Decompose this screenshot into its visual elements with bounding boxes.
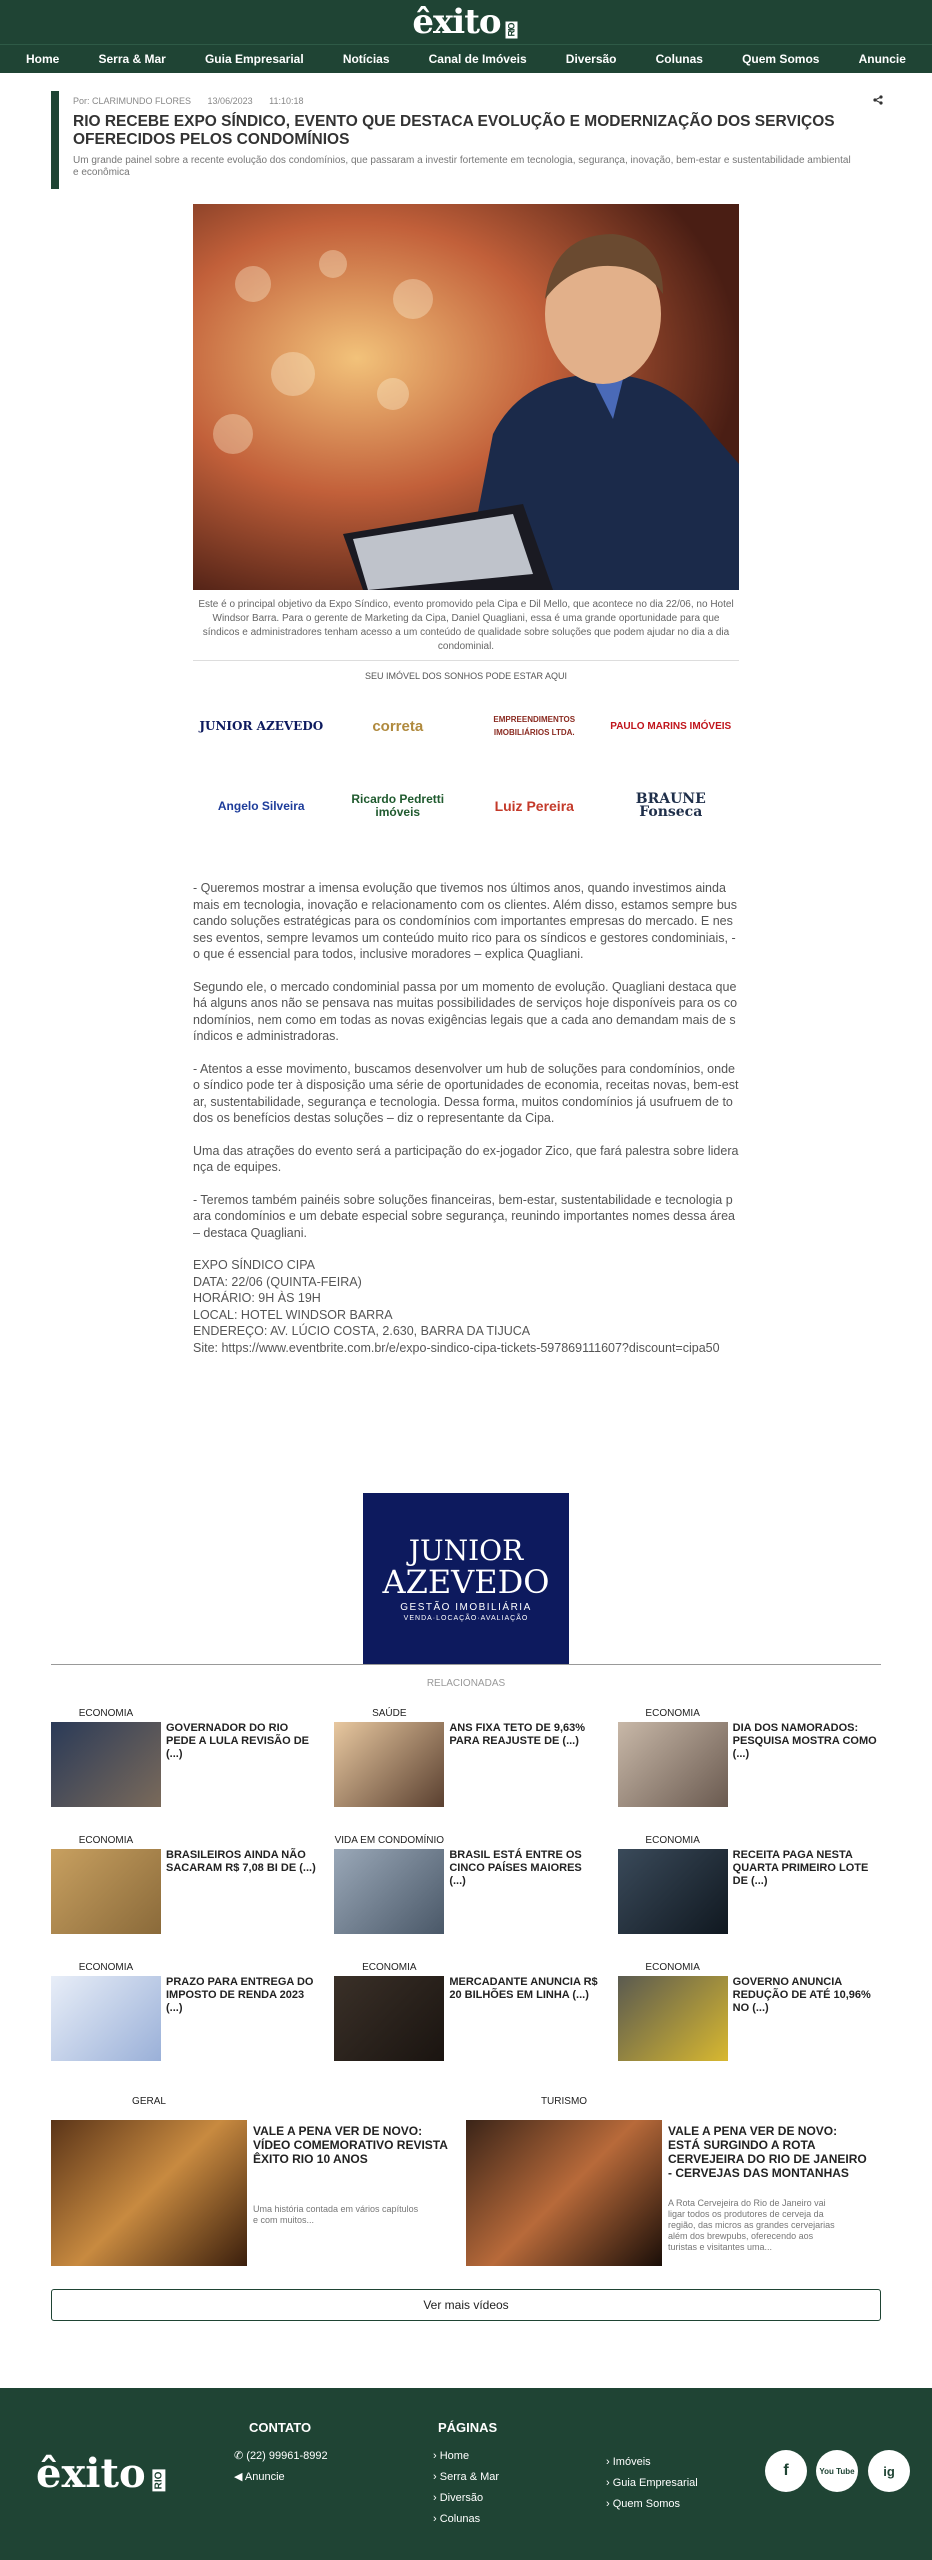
pages-heading: PÁGINAS — [438, 2420, 498, 2435]
related-category: ECONOMIA — [645, 1708, 700, 1719]
footer-link[interactable]: › Home — [433, 2450, 470, 2462]
banner-ad-line: GESTÃO IMOBILIÁRIA — [400, 1602, 532, 1613]
footer-link[interactable]: › Guia Empresarial — [606, 2477, 698, 2489]
related-title[interactable]: PRAZO PARA ENTREGA DO IMPOSTO DE RENDA 2023 (...) — [166, 1976, 314, 2014]
article-meta — [73, 96, 883, 106]
article-author: Por: CLARIMUNDO FLORES — [73, 96, 192, 106]
sponsor-name: BRAUNE Fonseca — [635, 791, 706, 820]
footer-link-text: Imóveis — [612, 2456, 651, 2468]
image-caption: Este é o principal objetivo da Expo Síndico, evento promovido pela Cipa e Dil Mello, que acontece no dia 22/06, no Hotel Windsor Barra. Para o gerente de Marketing da Cipa, Daniel Quagliani, essa é uma grande oportunidade para que síndicos e administradores tenham acesso a um conteúdo de qualidade sobre soluções que podem ajudar no dia a dia condominial. — [193, 598, 739, 661]
related-thumbnail[interactable] — [618, 1849, 728, 1934]
related-title[interactable]: MERCADANTE ANUNCIA R$ 20 BILHÕES EM LINHA (...) — [449, 1976, 598, 2001]
article-paragraph: Uma das atrações do evento será a participação do ex-jogador Zico, que fará palestra sobre liderança de equipes. — [193, 1143, 739, 1174]
pages-col-2 — [606, 2452, 698, 2515]
sponsor-name: correta — [372, 717, 424, 735]
footer-link-text: Home — [439, 2450, 470, 2462]
related-title[interactable]: DIA DOS NAMORADOS: PESQUISA MOSTRA COMO (...) — [732, 1722, 877, 1760]
sponsor-name: EMPREENDIMENTOS IMOBILIÁRIOS LTDA. — [493, 715, 576, 737]
related-category: ECONOMIA — [362, 1962, 417, 1973]
pages-col-1 — [433, 2446, 499, 2530]
phone-link[interactable] — [234, 2446, 328, 2467]
related-thumbnail[interactable] — [618, 1722, 728, 1807]
phone-text: (22) 99961-8992 — [246, 2450, 328, 2462]
related-card[interactable] — [334, 1706, 597, 1820]
advertise-link[interactable] — [234, 2467, 328, 2488]
related-thumbnail[interactable] — [334, 1976, 444, 2061]
megaphone-icon: ◀ — [234, 2471, 245, 2483]
top-header — [0, 0, 932, 44]
banner-ad-line: VENDA·LOCAÇÃO·AVALIAÇÃO — [403, 1615, 529, 1622]
sponsor-logo[interactable] — [330, 695, 467, 757]
related-category: VIDA EM CONDOMÍNIO — [334, 1835, 445, 1846]
related-card[interactable] — [51, 1960, 314, 2074]
related-category: ECONOMIA — [78, 1962, 134, 1973]
video-card[interactable] — [466, 2096, 886, 2266]
footer-link-text: Diversão — [439, 2492, 484, 2504]
article-paragraph: Segundo ele, o mercado condominial passa por um momento de evolução. Quagliani destaca que há alguns anos não se pensava nas muitas possibilidades de serviços hoje disponíveis para os condomínios, nem como em todas as novas exigências legais que a cada ano demandam mais de síndicos e administradoras. — [193, 979, 738, 1043]
sponsor-name: Angelo Silveira — [217, 798, 305, 813]
nav-colunas[interactable]: Colunas — [655, 52, 703, 66]
footer-link-text: Quem Somos — [612, 2498, 680, 2510]
video-card[interactable] — [51, 2096, 471, 2266]
main-nav — [0, 44, 932, 73]
footer-link-text: Colunas — [439, 2513, 481, 2525]
related-title[interactable]: BRASIL ESTÁ ENTRE OS CINCO PAÍSES MAIORES (...) — [449, 1849, 582, 1887]
sponsor-logo[interactable] — [466, 775, 603, 837]
article-title: RIO RECEBE EXPO SÍNDICO, EVENTO QUE DESTACA EVOLUÇÃO E MODERNIZAÇÃO DOS SERVIÇOS OFERECIDOS PELOS CONDOMÍNIOS — [73, 113, 835, 148]
footer-link-text: Guia Empresarial — [612, 2477, 698, 2489]
sponsor-name: JUNIOR AZEVEDO — [199, 718, 324, 733]
related-card[interactable] — [51, 1706, 314, 1820]
sponsor-logo[interactable] — [193, 695, 330, 757]
related-thumbnail[interactable] — [334, 1849, 444, 1934]
related-card[interactable] — [51, 1833, 314, 1947]
sponsor-name: Luiz Pereira — [494, 797, 574, 814]
nav-anuncie[interactable]: Anuncie — [858, 52, 906, 66]
article-header — [51, 91, 883, 189]
divider — [51, 1664, 881, 1665]
video-thumbnail[interactable] — [466, 2120, 662, 2266]
nav-canal-imoveis[interactable]: Canal de Imóveis — [428, 52, 527, 66]
sponsor-logo[interactable] — [330, 775, 467, 837]
related-title[interactable]: BRASILEIROS AINDA NÃO SACARAM R$ 7,08 BI DE (...) — [166, 1849, 316, 1874]
banner-ad-line: JUNIOR — [408, 1534, 524, 1567]
related-thumbnail[interactable] — [51, 1722, 161, 1807]
contact-heading: CONTATO — [249, 2420, 312, 2435]
banner-ad-line: AZEVEDO — [382, 1563, 550, 1601]
sponsor-logo[interactable] — [466, 695, 603, 757]
advertise-text: Anuncie — [244, 2471, 285, 2483]
instagram-icon[interactable] — [868, 2450, 910, 2492]
site-logo[interactable] — [412, 2, 519, 42]
article-hero-image — [193, 204, 739, 590]
whatsapp-icon: ✆ — [234, 2450, 247, 2462]
footer-logo-text: êxito — [36, 2450, 146, 2497]
related-card[interactable] — [334, 1960, 597, 2074]
nav-guia-empresarial[interactable]: Guia Empresarial — [204, 52, 304, 66]
related-thumbnail[interactable] — [51, 1976, 161, 2061]
video-thumbnail[interactable] — [51, 2120, 247, 2266]
article-date: 13/06/2023 — [207, 96, 253, 106]
related-heading: RELACIONADAS — [426, 1678, 506, 1689]
video-title[interactable]: VALE A PENA VER DE NOVO: VÍDEO COMEMORATIVO REVISTA ÊXITO RIO 10 ANOS — [253, 2124, 448, 2166]
nav-noticias[interactable]: Notícias — [342, 52, 390, 66]
sponsor-name: PAULO MARINS IMÓVEIS — [610, 720, 732, 732]
sponsor-label: SEU IMÓVEL DOS SONHOS PODE ESTAR AQUI — [364, 671, 568, 681]
sponsor-logo[interactable] — [603, 775, 740, 837]
article-body — [193, 880, 739, 1372]
footer-logo[interactable] — [36, 2450, 169, 2497]
related-card[interactable] — [334, 1833, 597, 1947]
facebook-glyph: f — [783, 2462, 789, 2479]
related-category: ECONOMIA — [645, 1962, 700, 1973]
related-title[interactable]: RECEITA PAGA NESTA QUARTA PRIMEIRO LOTE DE (...) — [732, 1849, 869, 1887]
related-category: SAÚDE — [372, 1708, 407, 1719]
related-card[interactable] — [618, 1706, 881, 1820]
youtube-glyph: You Tube — [819, 2466, 855, 2476]
share-icon[interactable] — [873, 95, 883, 108]
sponsor-logo[interactable] — [603, 695, 740, 757]
sponsor-logo[interactable] — [193, 775, 330, 837]
sponsor-name: Ricardo Pedretti imóveis — [351, 792, 445, 819]
related-thumbnail[interactable] — [334, 1722, 444, 1807]
video-category: GERAL — [132, 2096, 166, 2107]
logo-text: êxito — [412, 2, 501, 42]
related-category: ECONOMIA — [645, 1835, 700, 1846]
related-card[interactable] — [618, 1960, 881, 2074]
site-footer — [0, 2388, 932, 2560]
video-description: Uma história contada em vários capítulos e com muitos... — [253, 2204, 419, 2225]
footer-link[interactable]: › Colunas — [433, 2513, 481, 2525]
article-subtitle: Um grande painel sobre a recente evolução dos condomínios, que passaram a investir fortemente em tecnologia, segurança, inovação, bem-estar e sustentabilidade ambiental e econômica — [73, 155, 851, 178]
video-category: TURISMO — [540, 2096, 588, 2107]
article-paragraph: - Teremos também painéis sobre soluções financeiras, bem-estar, sustentabilidade e tecnologia para condomínios e um debate especial sobre segurança, reunindo importantes nomes dessa área – destaca Quagliani. — [193, 1192, 735, 1240]
banner-ad[interactable] — [363, 1493, 569, 1665]
related-title[interactable]: GOVERNO ANUNCIA REDUÇÃO DE ATÉ 10,96% NO (...) — [732, 1976, 871, 2014]
youtube-icon[interactable] — [816, 2450, 858, 2492]
contact-list — [234, 2446, 328, 2488]
article-paragraph: - Atentos a esse movimento, buscamos desenvolver um hub de soluções para condomínios, onde o síndico pode ter à disposição uma série de oportunidades de economia, receitas novas, bem-estar, sustentabilidade, segurança e tecnologia. Dessa forma, muitos condomínios já usufruem de todos os benefícios destas soluções – diz o representante da Cipa. — [193, 1061, 739, 1125]
related-title[interactable]: ANS FIXA TETO DE 9,63% PARA REAJUSTE DE (...) — [449, 1722, 586, 1747]
footer-link[interactable]: › Serra & Mar — [433, 2471, 500, 2483]
nav-serra-mar[interactable]: Serra & Mar — [98, 52, 166, 66]
article-time: 11:10:18 — [269, 96, 304, 106]
instagram-glyph: ig — [883, 2463, 895, 2479]
footer-link[interactable]: › Imóveis — [606, 2456, 651, 2468]
video-title[interactable]: VALE A PENA VER DE NOVO: ESTÁ SURGINDO A ROTA CERVEJEIRA DO RIO DE JANEIRO - CERVEJAS DAS MONTANHAS — [668, 2124, 867, 2180]
logo-tag: RIO — [506, 23, 517, 37]
footer-link-text: Serra & Mar — [439, 2471, 500, 2483]
footer-logo-tag: RIO — [153, 2471, 165, 2490]
related-card[interactable] — [618, 1833, 881, 1947]
footer-link[interactable]: › Diversão — [433, 2492, 484, 2504]
nav-diversao[interactable]: Diversão — [565, 52, 617, 66]
facebook-icon[interactable] — [765, 2450, 807, 2492]
related-thumbnail[interactable] — [51, 1849, 161, 1934]
related-title[interactable]: GOVERNADOR DO RIO PEDE A LULA REVISÃO DE (...) — [166, 1722, 310, 1760]
footer-link[interactable]: › Quem Somos — [606, 2498, 680, 2510]
related-category: ECONOMIA — [78, 1835, 134, 1846]
event-details: EXPO SÍNDICO CIPA DATA: 22/06 (QUINTA-FEIRA) HORÁRIO: 9H ÀS 19H LOCAL: HOTEL WINDSOR BARRA ENDEREÇO: AV. LÚCIO COSTA, 2.630, BARRA DA TIJUCA Site: https://www.eventbrite.com.br/e/expo-sindico-cipa-tickets-597869111607?discount=cipa50 — [193, 1258, 720, 1355]
related-category: ECONOMIA — [78, 1708, 134, 1719]
video-description: A Rota Cervejeira do Rio de Janeiro vai ligar todos os produtores de cerveja da região, das micros as grandes cervejarias além dos brewpubs, oferecendo aos turistas e visitantes uma... — [668, 2198, 835, 2252]
article-paragraph: - Queremos mostrar a imensa evolução que tivemos nos últimos anos, quando investimos ainda mais em tecnologia, inovação e relacionamento com os clientes. Além disso, estamos sempre buscando soluções estratégicas para os condomínios com importantes empresas do mercado. E nesses eventos, sempre levamos um conteúdo muito rico para os síndicos e gestores condominiais, - o que é essencial para todos, inclusive moradores – explica Quagliani. — [193, 881, 738, 961]
nav-quem-somos[interactable]: Quem Somos — [742, 52, 820, 66]
more-videos-button[interactable]: Ver mais vídeos — [51, 2289, 881, 2321]
related-grid — [51, 1706, 881, 2074]
nav-home[interactable]: Home — [26, 52, 60, 66]
related-thumbnail[interactable] — [618, 1976, 728, 2061]
sponsor-grid — [193, 695, 739, 837]
